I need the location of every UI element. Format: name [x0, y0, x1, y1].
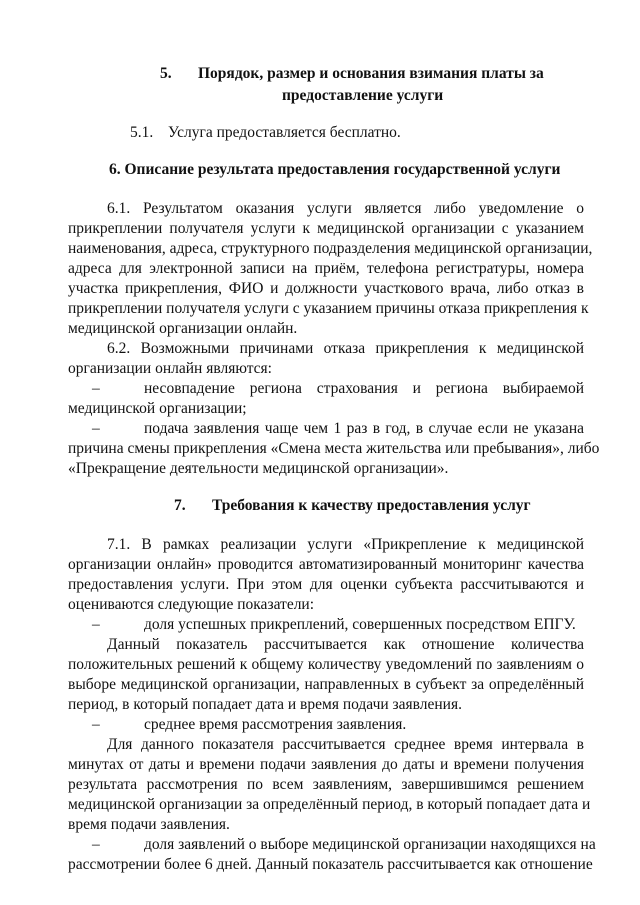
indicator-3-line: доля заявлений о выборе медицинской организации находящихся на: [144, 836, 596, 853]
section-6-title: 6. Описание результата предоставления государственной услуги: [109, 161, 561, 178]
indicator-1-desc-line: Данный показатель рассчитывается как отношение количества: [107, 636, 584, 653]
paragraph-6-2-line: организации онлайн являются:: [68, 360, 272, 377]
indicator-2-desc-line: Для данного показателя рассчитывается среднее время интервала в: [107, 736, 584, 753]
paragraph-6-1-line: медицинской организации онлайн.: [68, 320, 298, 337]
paragraph-7-1-line: предоставления услуги. При этом для оценки субъекта рассчитываются и: [68, 576, 584, 593]
paragraph-7-1-line: организации онлайн» проводится автоматизированный мониторинг качества: [68, 556, 584, 573]
paragraph-6-1-line: участка прикрепления, ФИО и должности участкового врача, либо отказ в: [68, 280, 584, 297]
indicator-1-desc-line: период, в который попадает дата и время подачи заявления.: [68, 696, 462, 713]
paragraph-6-1-line: прикреплении получателя услуги к медицинской организации с указанием: [68, 220, 584, 237]
indicator-2-desc-line: минутах от даты и времени подачи заявления до даты и времени получения: [68, 756, 584, 773]
paragraph-5-1-text: Услуга предоставляется бесплатно.: [168, 124, 401, 141]
indicator-2-desc-line: результата рассмотрения по всем заявлениям, завершившимся решением: [68, 776, 584, 793]
paragraph-6-1-line: 6.1. Результатом оказания услуги является либо уведомление о: [107, 200, 584, 217]
indicator-3-line: рассмотрении более 6 дней. Данный показатель рассчитывается как отношение: [68, 856, 593, 873]
paragraph-6-1-line: наименования, адреса, структурного подразделения медицинской организации,: [68, 240, 593, 257]
list-dash: –: [92, 616, 100, 633]
indicator-1-desc-line: положительных решений к общему количеству уведомлений по заявлениям о: [68, 656, 584, 673]
indicator-1-desc-line: выборе медицинской организации, направленных в субъект за определённый: [68, 676, 584, 693]
section-7-number: 7.: [174, 497, 186, 514]
paragraph-5-1-number: 5.1.: [130, 124, 154, 141]
list-dash: –: [92, 420, 100, 437]
indicator-1-title: доля успешных прикреплений, совершенных посредством ЕПГУ.: [144, 616, 576, 633]
paragraph-6-2-line: 6.2. Возможными причинами отказа прикрепления к медицинской: [107, 340, 584, 357]
paragraph-6-1-line: прикреплении получателя услуги с указанием причины отказа прикрепления к: [68, 300, 589, 317]
list-dash: –: [92, 380, 100, 397]
section-5-number: 5.: [160, 65, 172, 82]
reason-2-line: подача заявления чаще чем 1 раз в год, в случае если не указана: [144, 420, 584, 437]
list-dash: –: [92, 836, 100, 853]
paragraph-7-1-line: оцениваются следующие показатели:: [68, 596, 315, 613]
reason-1-line: медицинской организации;: [68, 400, 247, 417]
indicator-2-title: среднее время рассмотрения заявления.: [144, 716, 407, 733]
section-7-title: Требования к качеству предоставления услуг: [212, 497, 531, 514]
indicator-2-desc-line: время подачи заявления.: [68, 816, 230, 833]
list-dash: –: [92, 716, 100, 733]
reason-1-line: несовпадение региона страхования и региона выбираемой: [144, 380, 584, 397]
reason-2-line: «Прекращение деятельности медицинской организации».: [68, 460, 449, 477]
paragraph-7-1-line: 7.1. В рамках реализации услуги «Прикрепление к медицинской: [107, 536, 584, 553]
reason-2-line: причина смены прикрепления «Смена места жительства или пребывания», либо: [68, 440, 600, 457]
section-5-title-line2: предоставление услуги: [282, 87, 444, 104]
section-5-title-line1: Порядок, размер и основания взимания платы за: [198, 65, 544, 82]
indicator-2-desc-line: медицинской организации за определённый период, в который попадает дата и: [68, 796, 591, 813]
paragraph-6-1-line: адреса для электронной записи на приём, телефона регистратуры, номера: [68, 260, 584, 277]
